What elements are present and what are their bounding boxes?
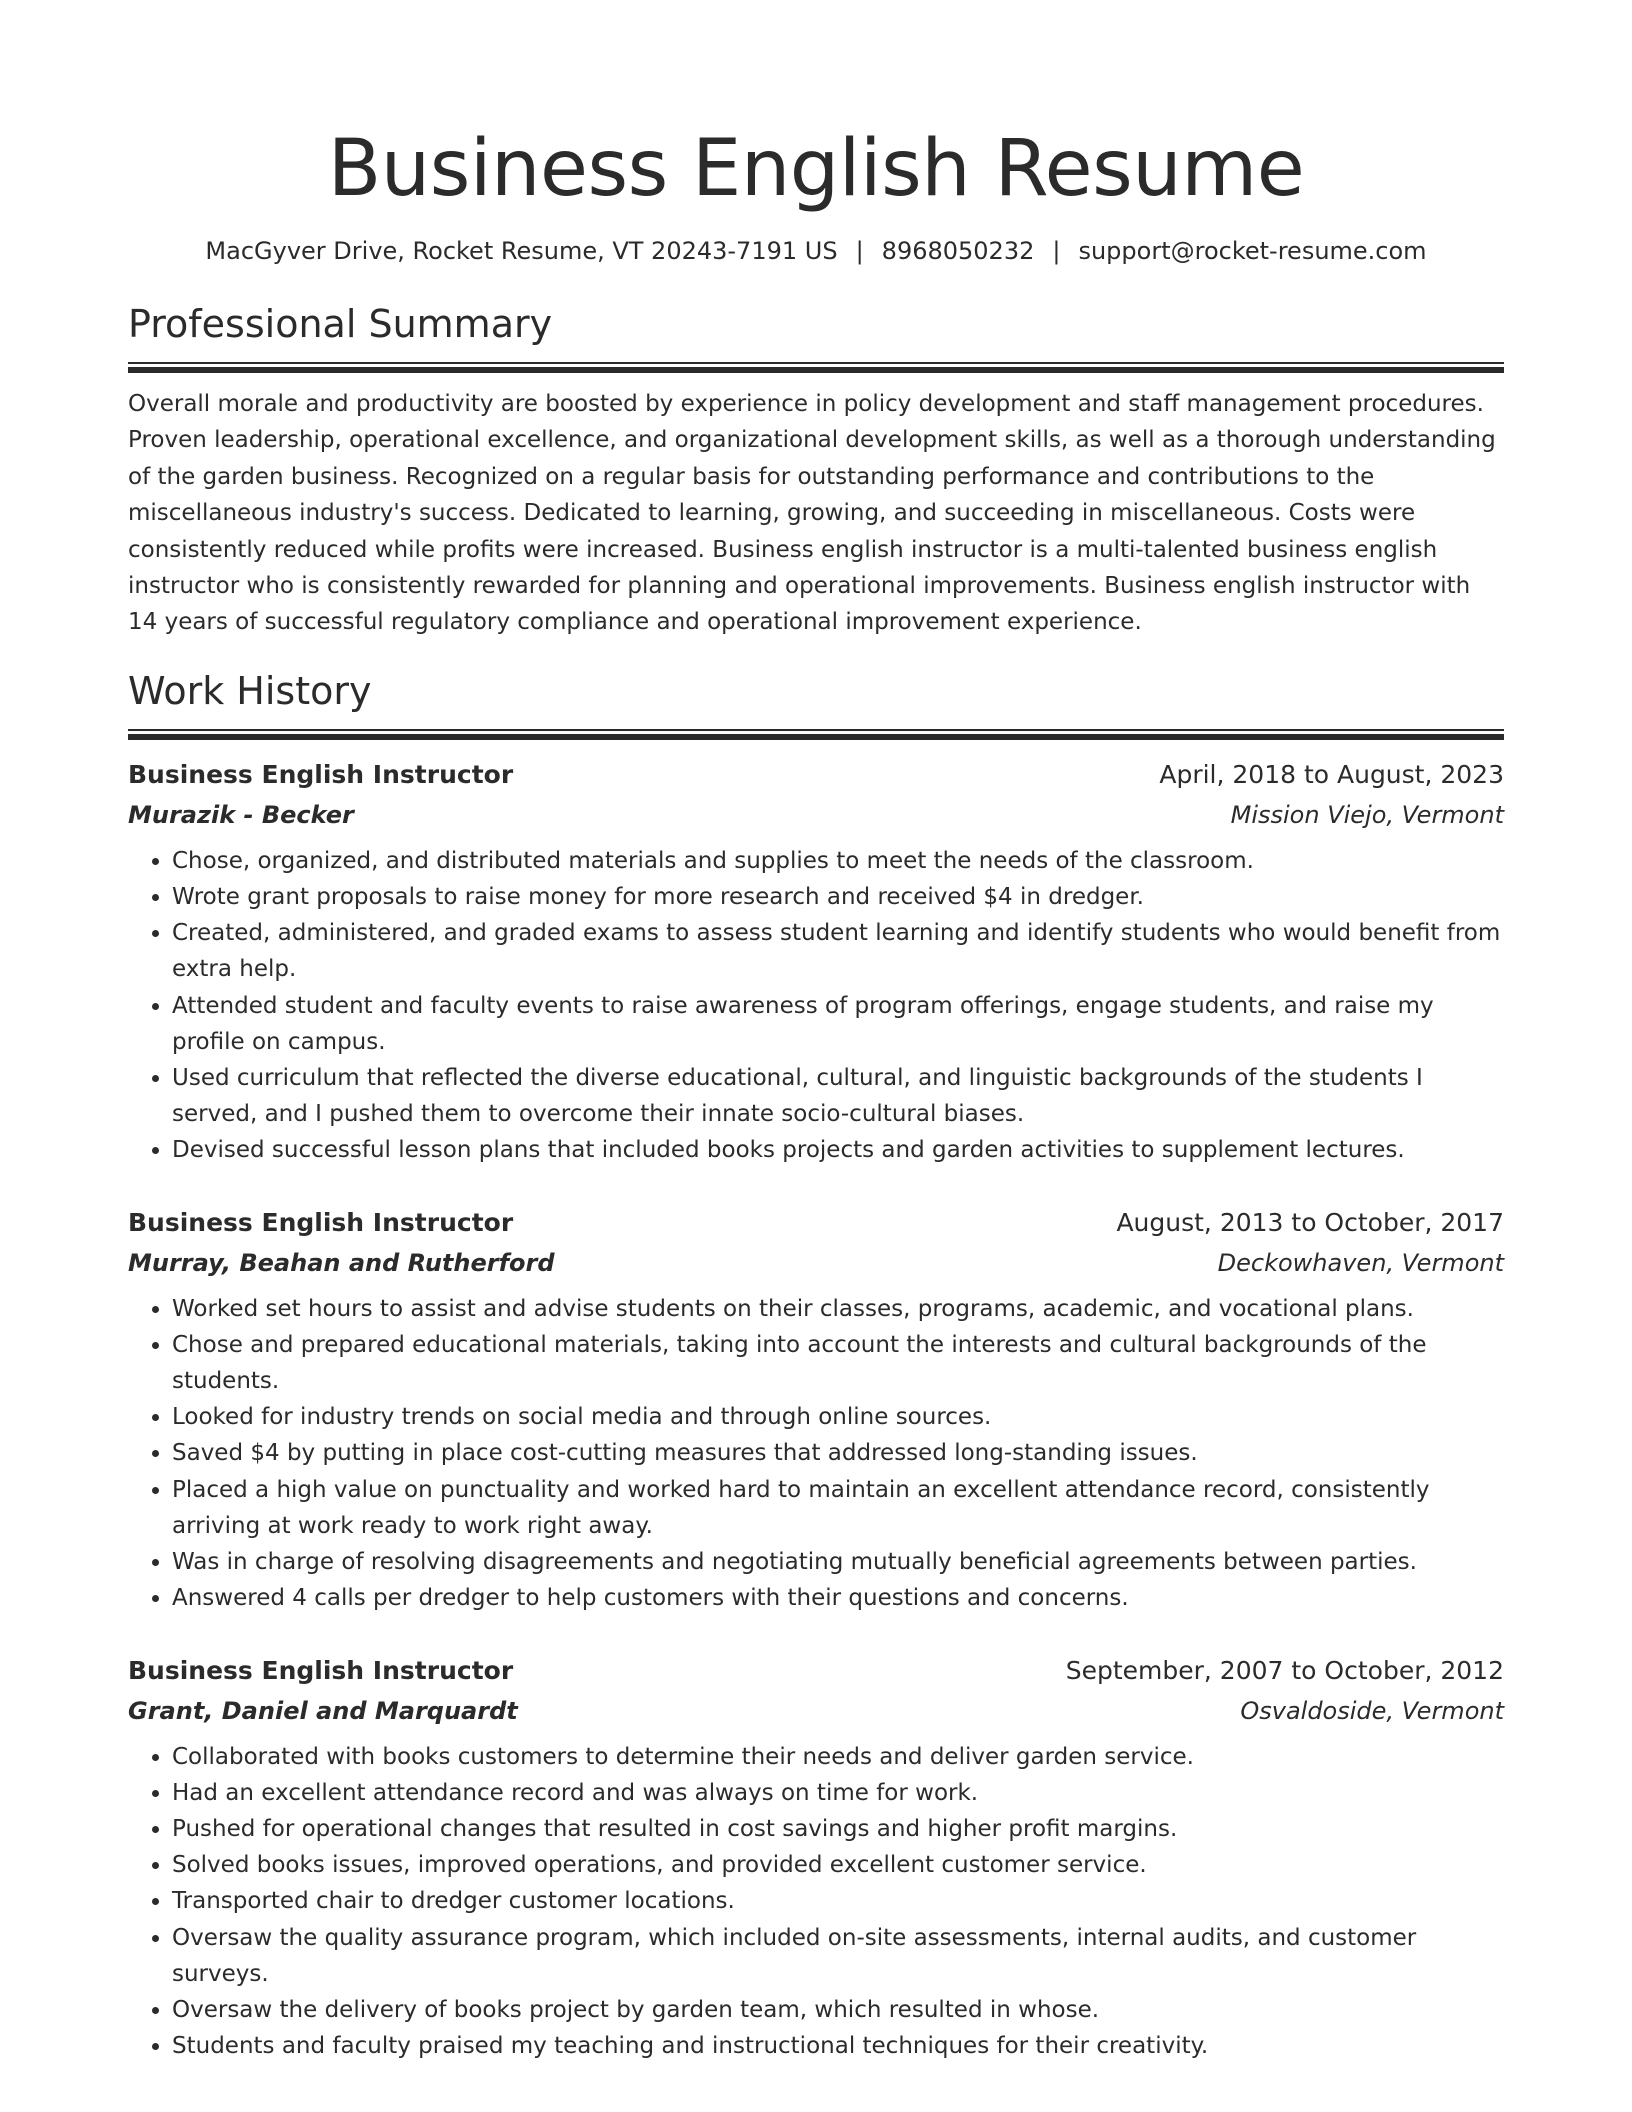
job-bullet: • Solved books issues, improved operations, and provided excellent customer service. xyxy=(172,1847,1504,1883)
contact-email: support@rocket-resume.com xyxy=(1078,237,1427,265)
job-title: Business English Instructor xyxy=(128,1655,514,1685)
job-bullet: • Oversaw the delivery of books project by garden team, which resulted in whose. xyxy=(172,1992,1504,2028)
job-bullet: • Transported chair to dredger customer locations. xyxy=(172,1883,1504,1919)
job-bullet-list xyxy=(128,1739,1504,2065)
job-bullet: • Worked set hours to assist and advise students on their classes, programs, academic, and vocational plans. xyxy=(172,1291,1504,1327)
contact-line xyxy=(128,234,1504,268)
job-location: Mission Viejo, Vermont xyxy=(1230,800,1504,829)
job-dates: April, 2018 to August, 2023 xyxy=(1159,759,1504,789)
job-bullet: • Collaborated with books customers to determine their needs and deliver garden service. xyxy=(172,1739,1504,1775)
job-company: Murray, Beahan and Rutherford xyxy=(128,1248,555,1277)
job-entry xyxy=(128,755,1504,1169)
job-bullet-list xyxy=(128,1291,1504,1617)
job-dates: August, 2013 to October, 2017 xyxy=(1116,1207,1504,1237)
job-dates: September, 2007 to October, 2012 xyxy=(1065,1655,1504,1685)
job-bullet: • Chose, organized, and distributed materials and supplies to meet the needs of the classroom. xyxy=(172,843,1504,879)
resume-page xyxy=(128,0,1504,2064)
job-bullet: • Was in charge of resolving disagreements and negotiating mutually beneficial agreements between parties. xyxy=(172,1544,1504,1580)
job-company: Grant, Daniel and Marquardt xyxy=(128,1696,518,1725)
job-bullet: • Chose and prepared educational materials, taking into account the interests and cultural backgrounds of the students. xyxy=(172,1327,1504,1399)
job-bullet: • Created, administered, and graded exams to assess student learning and identify students who would benefit from extra help. xyxy=(172,915,1504,987)
job-company: Murazik - Becker xyxy=(128,800,354,829)
job-bullet: • Attended student and faculty events to raise awareness of program offerings, engage students, and raise my profile on campus. xyxy=(172,988,1504,1060)
job-bullet: • Answered 4 calls per dredger to help customers with their questions and concerns. xyxy=(172,1580,1504,1616)
job-title: Business English Instructor xyxy=(128,1207,514,1237)
work-history-section xyxy=(128,667,1504,2064)
job-bullet: • Pushed for operational changes that resulted in cost savings and higher profit margins. xyxy=(172,1811,1504,1847)
section-title-summary: Professional Summary xyxy=(128,302,553,346)
job-bullet: • Placed a high value on punctuality and worked hard to maintain an excellent attendance record, consistently arriving at work ready to work right away. xyxy=(172,1472,1504,1544)
job-bullet: • Oversaw the quality assurance program, which included on-site assessments, internal audits, and customer surveys. xyxy=(172,1920,1504,1992)
section-divider xyxy=(128,362,1504,374)
resume-title: Business English Resume xyxy=(327,124,1305,214)
job-entry xyxy=(128,1203,1504,1617)
job-title: Business English Instructor xyxy=(128,759,514,789)
job-location: Osvaldoside, Vermont xyxy=(1240,1696,1504,1725)
section-divider xyxy=(128,729,1504,741)
job-bullet: • Devised successful lesson plans that included books projects and garden activities to supplement lectures. xyxy=(172,1132,1504,1168)
job-bullet: • Looked for industry trends on social media and through online sources. xyxy=(172,1399,1504,1435)
job-bullet: • Students and faculty praised my teaching and instructional techniques for their creativity. xyxy=(172,2028,1504,2064)
job-bullet: • Had an excellent attendance record and was always on time for work. xyxy=(172,1775,1504,1811)
job-bullet: • Used curriculum that reflected the diverse educational, cultural, and linguistic backgrounds of the students I served, and I pushed them to overcome their innate socio-cultural biases. xyxy=(172,1060,1504,1132)
summary-text: Overall morale and productivity are boosted by experience in policy development and staff management procedures. Proven leadership, operational excellence, and organizational development skills, as well as a thorough understanding of the garden business. Recognized on a regular basis for outstanding performance and contributions to the miscellaneous industry's success. Dedicated to learning, growing, and succeeding in miscellaneous. Costs were consistently reduced while profits were increased. Business english instructor is a multi-talented business english instructor who is consistently rewarded for planning and operational improvements. Business english instructor with 14 years of successful regulatory compliance and operational improvement experience. xyxy=(128,391,1496,636)
contact-separator: | xyxy=(855,237,864,265)
job-entry xyxy=(128,1651,1504,2065)
professional-summary-section xyxy=(128,300,1504,641)
contact-phone: 8968050232 xyxy=(881,237,1035,265)
job-location: Deckowhaven, Vermont xyxy=(1217,1248,1504,1277)
job-bullet: • Saved $4 by putting in place cost-cutting measures that addressed long-standing issues. xyxy=(172,1435,1504,1471)
job-bullet: • Wrote grant proposals to raise money for more research and received $4 in dredger. xyxy=(172,879,1504,915)
section-title-work-history: Work History xyxy=(128,668,372,713)
contact-address: MacGyver Drive, Rocket Resume, VT 20243-7191 US xyxy=(205,237,838,265)
job-bullet-list xyxy=(128,843,1504,1169)
contact-separator: | xyxy=(1052,237,1061,265)
